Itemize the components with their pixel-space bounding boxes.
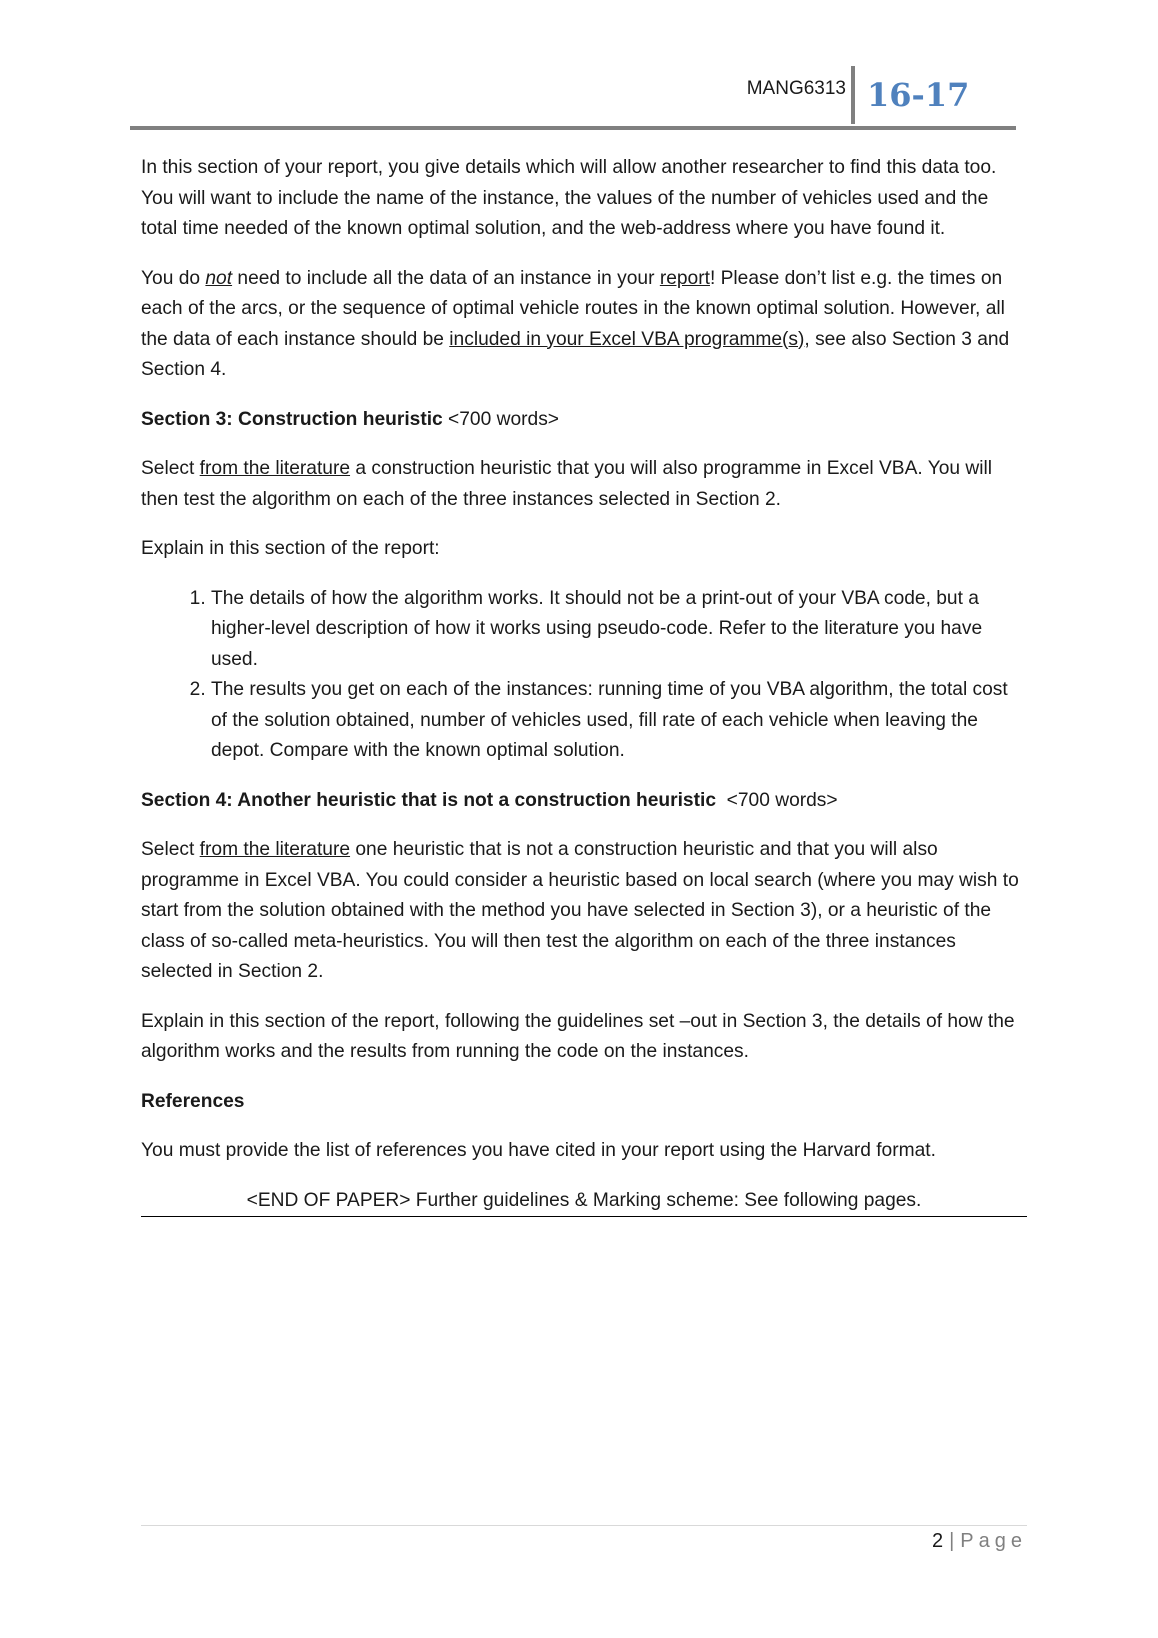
footer-divider	[141, 1525, 1027, 1526]
page-header	[130, 66, 1016, 130]
paragraph-explain: Explain in this section of the report:	[141, 538, 440, 559]
section-3-heading: Section 3: Construction heuristic <700 words>	[141, 408, 559, 430]
page-number: 2	[931, 1530, 944, 1552]
emphasis-literature: from the literature	[199, 839, 351, 860]
paragraph-section-3-select: Select from the literature a construction heuristic that you will also programme in Excel VBA. You will then test the algorithm on each of the three instances selected in Section 2.	[141, 458, 993, 510]
paragraph-section-4-explain: Explain in this section of the report, following the guidelines set –out in Section 3, the details of how the algorithm works and the results from running the code on the instances.	[141, 1010, 1015, 1062]
academic-year: 16-17	[867, 76, 970, 114]
list-item: 1. The details of how the algorithm works. It should not be a print-out of your VBA code, but a higher-level description of how it works using pseudo-code. Refer to the literature you have used.	[211, 584, 1027, 676]
footer-separator: |	[949, 1530, 955, 1552]
document-body	[141, 153, 1027, 1236]
emphasis-report: report	[659, 267, 710, 289]
end-of-paper-line: <END OF PAPER> Further guidelines & Marking scheme: See following pages.	[141, 1186, 1027, 1218]
list-item: 2. The results you get on each of the instances: running time of you VBA algorithm, the total cost of the solution obtained, number of vehicles used, fill rate of each vehicle when leaving the depot. Compare with the known optimal solution.	[211, 675, 1027, 767]
emphasis-literature: from the literature	[199, 458, 351, 479]
paragraph-references: You must provide the list of references you have cited in your report using the Harvard format.	[141, 1140, 936, 1161]
emphasis-included: included in your Excel VBA programme(s)	[449, 328, 805, 350]
references-heading: References	[141, 1090, 245, 1112]
emphasis-not: not	[205, 267, 233, 289]
page-word: Page	[960, 1530, 1027, 1552]
page-footer	[932, 1530, 1027, 1553]
course-code: MANG6313	[746, 78, 846, 99]
requirements-list	[141, 584, 1027, 767]
paragraph-instance-details: In this section of your report, you give details which will allow another researcher to find this data too. You will want to include the name of the instance, the values of the number of vehicles used and the total time needed of the known optimal solution, and the web-address where you have found it.	[141, 157, 997, 239]
paragraph-section-4-select: Select from the literature one heuristic that is not a construction heuristic and that you will also programme in Excel VBA. You could consider a heuristic based on local search (where you may wish to start from the solution obtained with the method you have selected in Section 3), or a heuristic of the class of so-called meta-heuristics. You will then test the algorithm on each of the three instances selected in Section 2.	[141, 839, 1019, 982]
paragraph-data-note: You do not need to include all the data of an instance in your report! Please don’t list e.g. the times on each of the arcs, or the sequence of optimal vehicle routes in the known optimal solution. However, all the data of each instance should be included in your Excel VBA programme(s), see also Section 3 and Section 4.	[141, 267, 1010, 380]
section-4-heading: Section 4: Another heuristic that is not a construction heuristic <700 words>	[141, 789, 838, 811]
header-divider	[851, 66, 855, 124]
